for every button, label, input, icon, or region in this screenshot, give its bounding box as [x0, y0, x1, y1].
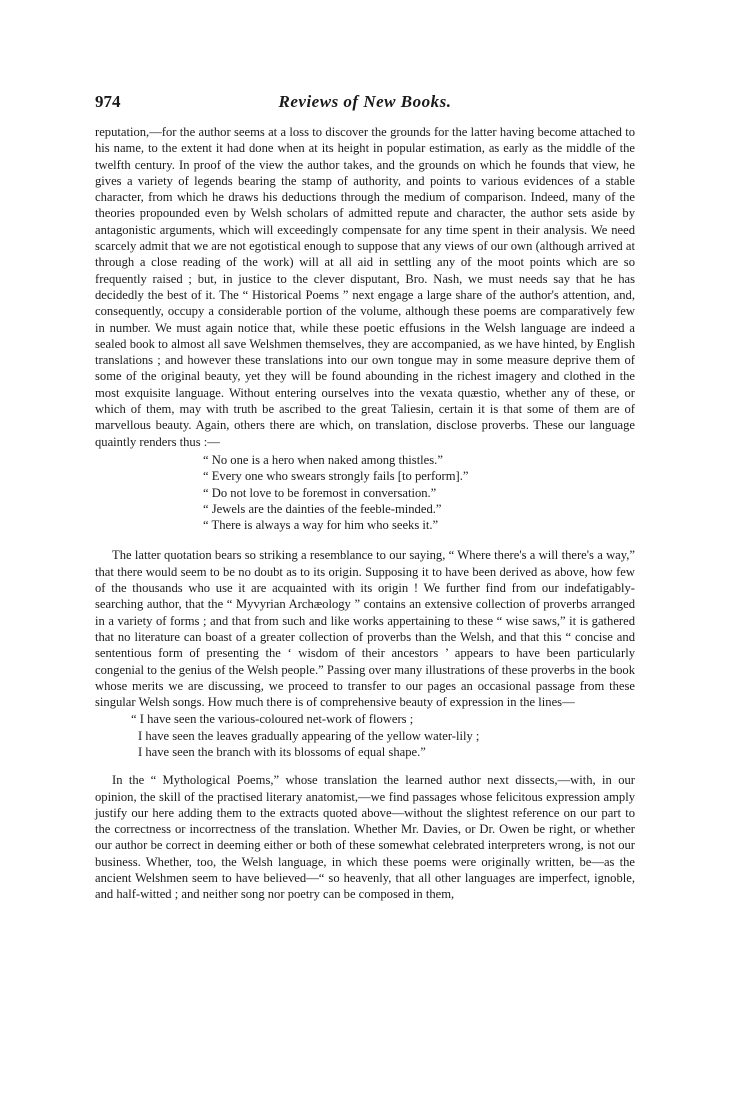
proverb-list [95, 452, 635, 533]
proverb-line: “ No one is a hero when naked among thistles.” [203, 452, 443, 467]
proverb-line: “ Do not love to be foremost in conversation.” [203, 485, 437, 500]
verse-line: “ I have seen the various-coloured net-work of flowers ; [131, 712, 414, 727]
verse-quotation [95, 711, 635, 760]
proverb-line: “ There is always a way for him who seeks it.” [203, 518, 439, 533]
page-number: 974 [95, 92, 121, 111]
article-body [95, 124, 635, 903]
paragraph-mythological-poems: In the “ Mythological Poems,” whose translation the learned author next dissects,—with, in our opinion, the skill of the practised literary anatomist,—we find passages whose felicitous expression amply justify our here adding them to the extracts quoted above—without the slightest reference on our part to the correctness or incorrectness of the translation. Whether Mr. Davies, or Dr. Owen be right, or whether our author be correct in deeming either or both of these somewhat celebrated interpreters wrong, is not our business. Whether, too, the Welsh language, in which these poems were originally written, be—as the ancient Welshmen seem to have believed—“ so heavenly, that all other languages are imperfect, ignoble, and half-witted ; and neither song nor poetry can be composed in them, [95, 773, 635, 902]
running-title: Reviews of New Books. [278, 92, 452, 111]
verse-line: I have seen the branch with its blossoms of equal shape.” [138, 744, 426, 759]
paragraph-proverbs: The latter quotation bears so striking a resemblance to our saying, “ Where there's a will there's a way,” that there would seem to be no doubt as to its origin. Supposing it to have been derived as above, how few of the thousands who use it are acquainted with its origin ! We further find from our indefatigably-searching author, that the “ Myvyrian Archæology ” contains an extensive collection of proverbs arranged in a variety of forms ; and that from such and like works appertaining to these “ wise saws,” it is gathered that no literature can boast of a greater collection of proverbs than the Welsh, and that this “ concise and sententious form of presenting the ‘ wisdom of their ancestors ’ appears to have been particularly congenial to the genius of the Welsh people.” Passing over many illustrations of these proverbs in the book whose merits we are discussing, we proceed to transfer to our pages an occasional passage from these singular Welsh songs. How much there is of comprehensive beauty of expression in the lines— [95, 548, 635, 710]
verse-line: I have seen the leaves gradually appearing of the yellow water-lily ; [138, 728, 480, 743]
paragraph-historical-poems: reputation,—for the author seems at a loss to discover the grounds for the latter having become attached to his name, to the extent it had done when at its height in popular estimation, as early as the middle of the twelfth century. In proof of the view the author takes, and the grounds on which he founds that view, he gives a variety of legends bearing the stamp of authority, and points to various evidences of a stable character, from which he draws his deductions through the medium of comparison. Indeed, many of the theories propounded even by Welsh scholars of admitted repute and character, the author sets aside by antagonistic arguments, which will exceedingly compensate for any time spent in their analysis. We need scarcely admit that we are not egotistical enough to suppose that any views of our own (although arrived at through a close reading of the work) will at all aid in settling any of the moot points which are so frequently raised ; but, in justice to the clever disputant, Bro. Nash, we must needs say that he has decidedly the best of it. The “ Historical Poems ” next engage a large share of the author's attention, and, consequently, occupy a considerable portion of the volume, although these poems are comparatively few in number. We must again notice that, while these poetic effusions in the Welsh language are indeed a sealed book to almost all save Welshmen themselves, they are accompanied, as we have hinted, by English translations ; and however these translations into our own tongue may in some measure deprive them of some of the original beauty, yet they will be found abounding in the richest imagery and clothed in the most exquisite language. Without entering ourselves into the vexata quæstio, whether any of these, or which of them, may with truth be ascribed to the great Taliesin, certain it is that some of them are of marvellous beauty. Again, others there are which, on translation, disclose proverbs. These our language quaintly renders thus :— [95, 125, 635, 449]
page-header [95, 92, 635, 118]
proverb-line: “ Jewels are the dainties of the feeble-minded.” [203, 501, 442, 516]
proverb-line: “ Every one who swears strongly fails [to perform].” [203, 469, 469, 484]
